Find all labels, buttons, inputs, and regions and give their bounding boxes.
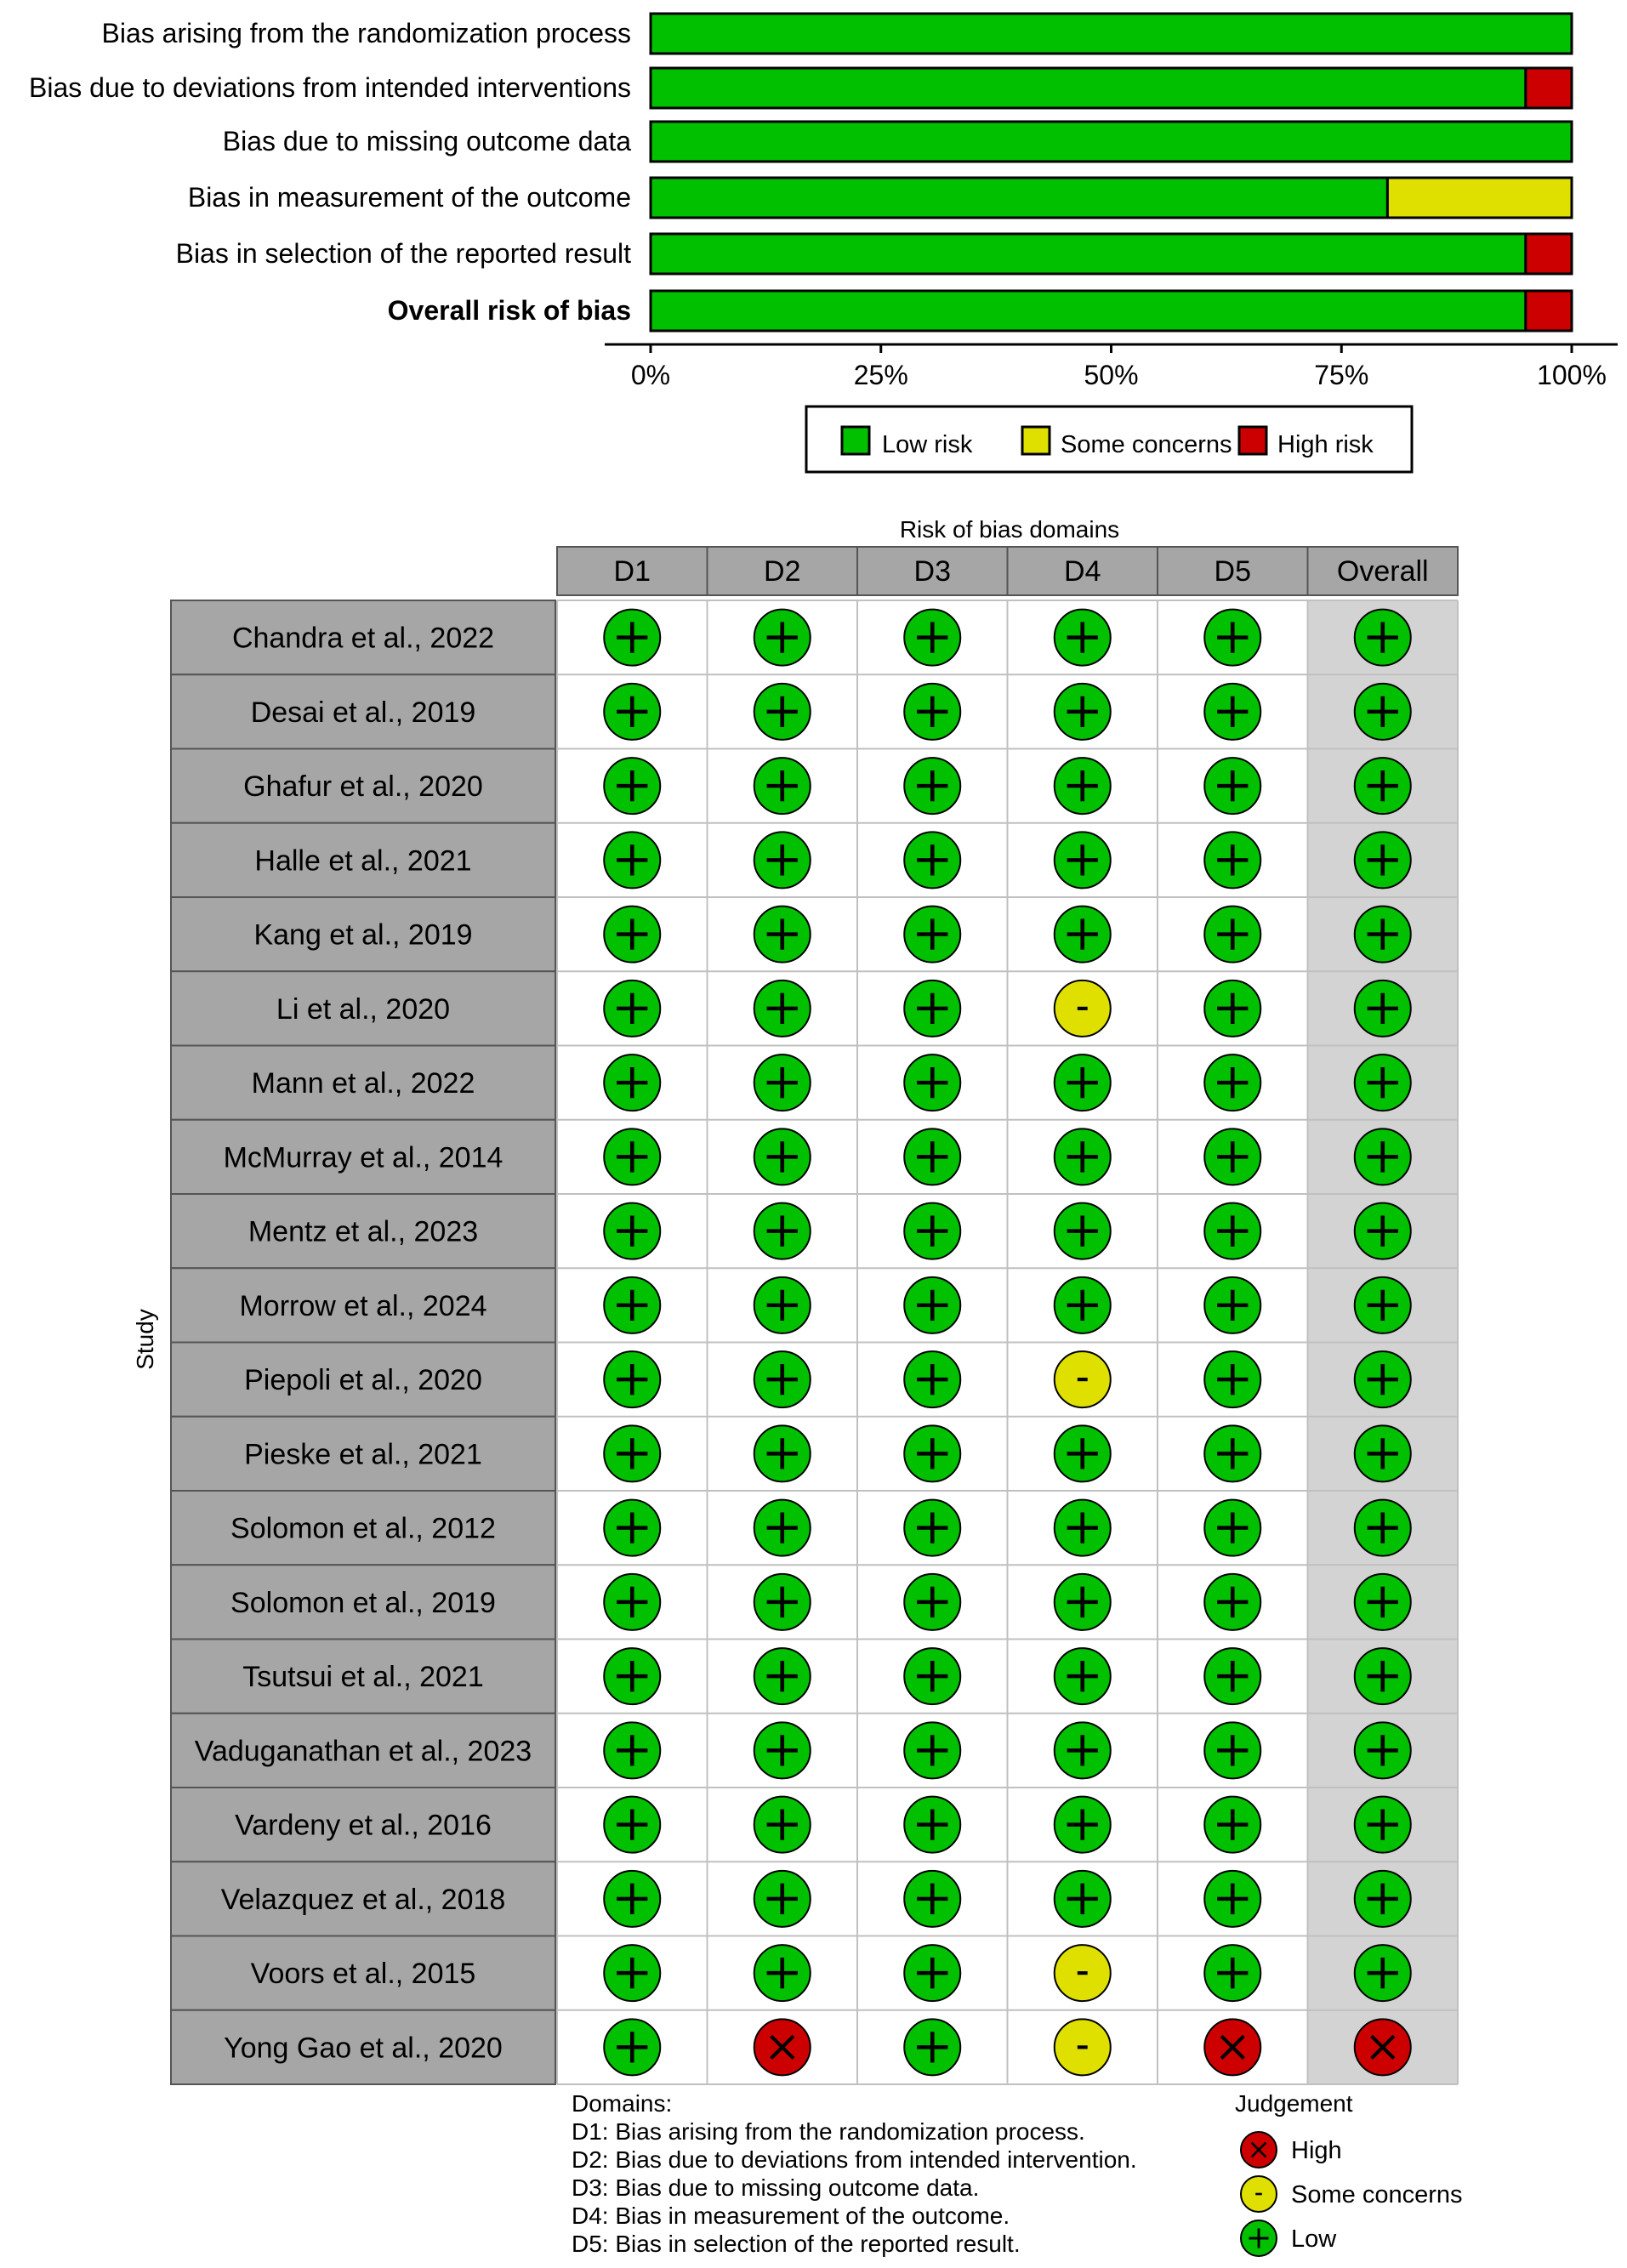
study-label: Halle et al., 2021 <box>254 844 472 878</box>
table-title: Risk of bias domains <box>899 516 1120 543</box>
legend-label: High risk <box>1277 431 1374 458</box>
study-label: Li et al., 2020 <box>276 992 451 1026</box>
study-label: Solomon et al., 2019 <box>230 1586 496 1619</box>
study-label: Piepoli et al., 2020 <box>244 1364 482 1397</box>
judgement-legend-label: High <box>1291 2137 1342 2164</box>
x-tick-label: 50% <box>1084 360 1139 390</box>
legend-swatch-some-concerns <box>1022 427 1050 454</box>
category-label: Overall risk of bias <box>387 295 631 326</box>
study-label: Voors et al., 2015 <box>250 1958 476 1991</box>
study-label: Kang et al., 2019 <box>253 918 473 952</box>
study-label: Ghafur et al., 2020 <box>243 770 483 804</box>
study-label: Yong Gao et al., 2020 <box>224 2032 503 2065</box>
bar-segment-some-concerns <box>1387 178 1572 218</box>
bar-segment-low-risk <box>651 68 1526 108</box>
summary-x-axis <box>605 344 1618 390</box>
summary-bar-chart <box>29 14 1572 331</box>
bar-segment-high-risk <box>1526 234 1572 274</box>
study-label: Mentz et al., 2023 <box>247 1215 479 1248</box>
column-header-label: D5 <box>1214 555 1251 588</box>
study-label: Solomon et al., 2012 <box>230 1512 496 1545</box>
x-tick-label: 100% <box>1537 360 1607 390</box>
study-label: Chandra et al., 2022 <box>231 622 495 655</box>
column-header-label: D4 <box>1064 555 1101 588</box>
judgement-legend-label: Low <box>1291 2225 1337 2253</box>
study-label: Pieske et al., 2021 <box>244 1438 482 1471</box>
legend-label: Low risk <box>882 431 973 458</box>
bar-segment-high-risk <box>1526 291 1572 331</box>
domain-definition: D5: Bias in selection of the reported result. <box>572 2231 1021 2257</box>
category-label: Bias due to deviations from intended interventions <box>29 72 631 103</box>
study-label: Vardeny et al., 2016 <box>235 1809 492 1842</box>
study-label: Morrow et al., 2024 <box>239 1289 487 1322</box>
column-header-label: D2 <box>764 555 801 588</box>
study-label: McMurray et al., 2014 <box>223 1141 503 1174</box>
category-label: Bias arising from the randomization process <box>101 18 631 48</box>
domains-heading: Domains: <box>572 2090 673 2117</box>
x-tick-label: 75% <box>1314 360 1369 390</box>
traffic-light-table <box>132 516 1458 2084</box>
domain-definition: D2: Bias due to deviations from intended intervention. <box>572 2146 1137 2173</box>
judgement-legend-label: Some concerns <box>1291 2181 1463 2208</box>
study-label: Vaduganathan et al., 2023 <box>194 1735 532 1768</box>
category-label: Bias due to missing outcome data <box>222 126 631 156</box>
legend-swatch-high-risk <box>1239 427 1266 454</box>
study-label: Tsutsui et al., 2021 <box>242 1661 484 1694</box>
study-label: Desai et al., 2019 <box>250 696 476 729</box>
category-label: Bias in selection of the reported result <box>175 238 631 269</box>
legend-label: Some concerns <box>1061 431 1232 458</box>
column-header-label: D1 <box>613 555 651 588</box>
bar-segment-low-risk <box>651 291 1526 331</box>
summary-legend <box>806 406 1412 472</box>
domain-definition: D4: Bias in measurement of the outcome. <box>572 2203 1010 2229</box>
study-label: Velazquez et al., 2018 <box>220 1883 506 1916</box>
bar-segment-low-risk <box>651 178 1387 218</box>
domain-definition: D1: Bias arising from the randomization process. <box>572 2118 1085 2145</box>
bar-segment-low-risk <box>651 234 1526 274</box>
bar-segment-high-risk <box>1526 68 1572 108</box>
category-label: Bias in measurement of the outcome <box>187 182 631 213</box>
legend-swatch-low-risk <box>842 427 869 454</box>
study-label: Mann et al., 2022 <box>251 1067 475 1100</box>
column-header-label: Overall <box>1336 555 1429 588</box>
bar-segment-low-risk <box>651 122 1572 162</box>
x-tick-label: 25% <box>853 360 908 390</box>
domain-definition: D3: Bias due to missing outcome data. <box>572 2174 980 2201</box>
bar-segment-low-risk <box>651 14 1572 54</box>
column-header-label: D3 <box>913 555 951 588</box>
study-axis-label: Study <box>132 1309 158 1370</box>
judgement-heading: Judgement <box>1235 2090 1353 2117</box>
table-footer <box>572 2090 1463 2257</box>
x-tick-label: 0% <box>630 360 671 390</box>
